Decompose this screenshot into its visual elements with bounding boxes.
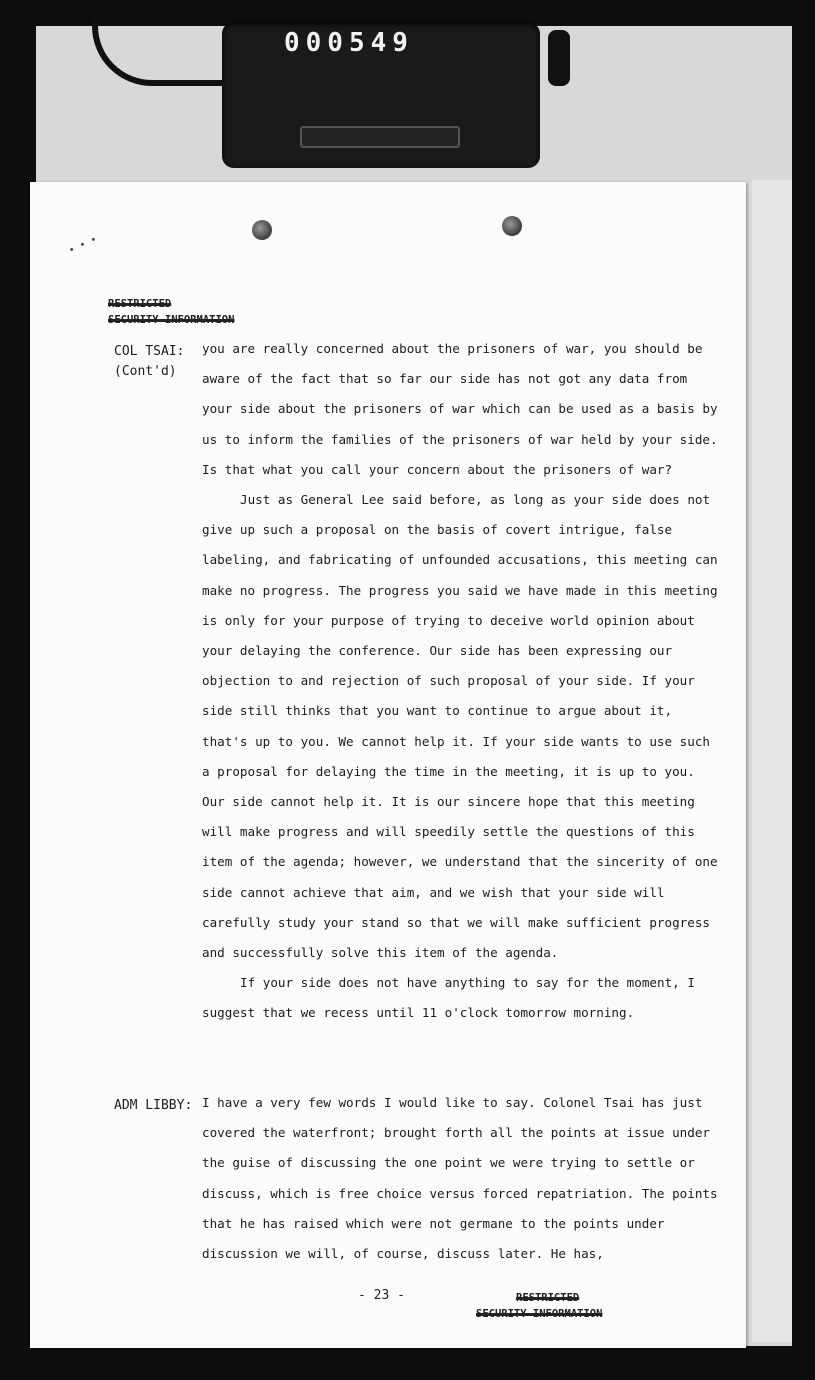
speaker-name: ADM LIBBY: [114,1098,193,1113]
speech-col-tsai [202,334,722,1029]
speaker-name: COL TSAI: [114,344,185,359]
classification-header-line1: RESTRICTED [108,298,172,310]
speech-paragraph: I have a very few words I would like to say. Colonel Tsai has just covered the waterfront; brought forth all the points at issue under the guise of discussing the one point we were trying to settle or discuss, which is free choice versus forced repatriation. The points that he has raised which were not germane to the points under discussion we will, of course, discuss later. He has, [202,1095,718,1262]
page-number: - 23 - [358,1288,405,1303]
speech-paragraph: If your side does not have anything to say for the moment, I suggest that we recess until 11 o'clock tomorrow morning. [202,975,695,1021]
speech-paragraph: Just as General Lee said before, as long as your side does not give up such a proposal on the basis of covert intrigue, false labeling, and fabricating of unfounded accusations, this meeting can make no progress. The progress you said we have made in this meeting is only for your purpose of trying to deceive world opinion about your delaying the conference. Our side has been expressing our objection to and rejection of such proposal of your side. If your side still thinks that you want to continue to argue about it, that's up to you. We cannot help it. If your side wants to use such a proposal for delaying the time in the meeting, it is up to you. Our side cannot help it. It is our sincere hope that this meeting will make progress and will speedily settle the questions of this item of the agenda; however, we understand that the sincerity of one side cannot achieve that aim, and we wish that your side will carefully study your stand so that we will make sufficient progress and successfully solve this item of the agenda. [202,492,718,961]
classification-footer-line2: SECURITY INFORMATION [476,1308,603,1320]
frame-counter [222,22,540,168]
speech-paragraph: you are really concerned about the prisoners of war, you should be aware of the fact that so far our side has not got any data from your side about the prisoners of war which can be used as a basis by us to inform the families of the prisoners of war held by your side. Is that what you call your concern about the prisoners of war? [202,341,718,477]
speck-marks: • • • [67,234,100,257]
document-page [30,182,746,1348]
classification-header-line2: SECURITY INFORMATION [108,314,235,326]
speaker-col-tsai [114,342,184,382]
classification-header [108,296,234,328]
punch-hole-left [252,220,272,240]
classification-footer-line1: RESTRICTED [516,1292,580,1304]
speech-adm-libby [202,1088,722,1269]
counter-slot [300,126,460,148]
counter-digits: 000549 [284,28,414,58]
punch-hole-right [502,216,522,236]
speaker-adm-libby [114,1096,192,1116]
speaker-note: (Cont'd) [114,364,177,379]
counter-knob [548,30,570,86]
scanner-backing-edge [752,180,792,1342]
classification-footer [476,1290,602,1322]
